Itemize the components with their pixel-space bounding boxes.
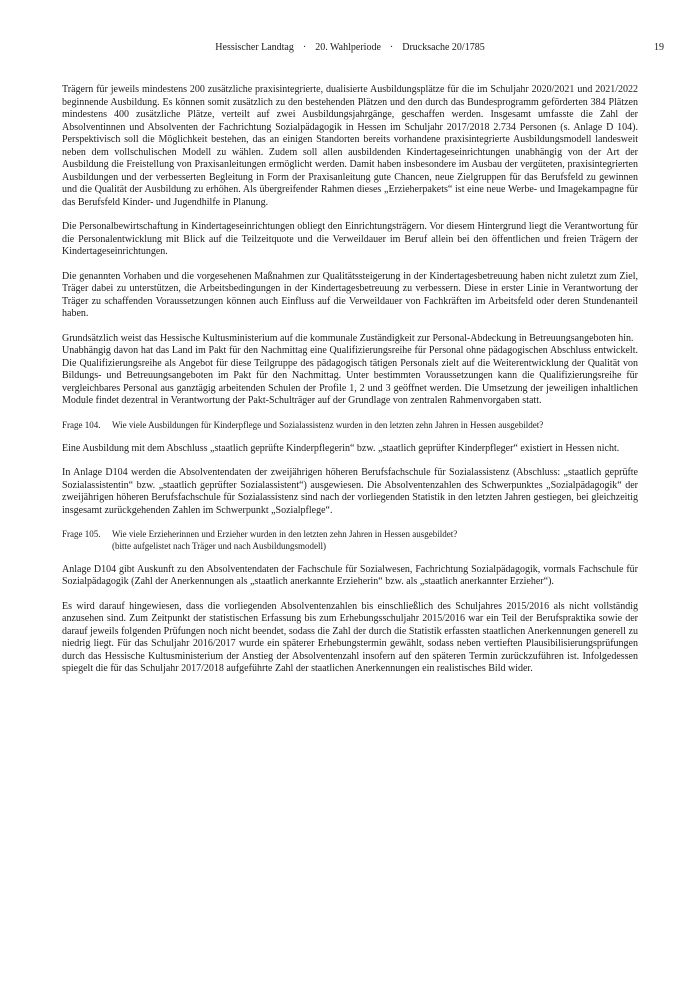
paragraph-qualitaetssteigerung: Die genannten Vorhaben und die vorgesehenen Maßnahmen zur Qualitätssteigerung in der Kindertagesbetreuung haben nicht zuletzt zum Ziel, Träger dabei zu unterstützen, die Arbeitsbedingungen in der Kindertagesbetreuung zu verbessern. Diese in erster Linie in Verantwortung der Träger zu schaffenden Voraussetzungen können auch Einfluss auf die Verweildauer von Fachkräften im Arbeitsfeld oder deren Stundenanteil haben.: [62, 270, 638, 319]
header-legislative-period: 20. Wahlperiode: [315, 42, 381, 53]
answer-104-sozialassistenz: In Anlage D104 werden die Absolventendaten der zweijährigen höheren Berufsfachschule für Sozialassistenz (Abschluss: „staatlich geprüfte Sozialassistentin“ bzw. „staatlich geprüfter Sozialassistent“) ausgewiesen. Die Absolventenzahlen des Schwerpunktes „Sozialpädagogik“ der zweijährigen höheren Berufsfachschule für Sozialassistenz sind nach der vorliegenden Statistik in den letzten Jahren gestiegen, bei gleichzeitig insgesamt zurückgehenden Zahlen im Schwerpunkt „Sozialpflege“.: [62, 467, 638, 516]
page-header: [62, 42, 638, 54]
paragraph-qualifizierungsreihe: Unabhängig davon hat das Land im Pakt für den Nachmittag eine Qualifizierungsreihe für Personal ohne pädagogischen Abschluss entwickelt. Die Qualifizierungsreihe als Angebot für diese Teilgruppe des pädagogisch tätigen Personals zielt auf die Weiterentwicklung der Qualität von Bildungs- und Betreuungsangeboten im Pakt für den Nachmittag. Unter bestimmten Voraussetzungen kann die Qualifizierungsreihe für vergleichbares Personal aus ganztägig arbeitenden Schulen der Profile 1, 2 und 3 geöffnet werden. Die Umsetzung der jeweiligen inhaltlichen Module findet dezentral in Verantwortung der Pakt-Schulträger auf der Grundlage von zentralen Rahmenvorgaben statt.: [62, 345, 638, 406]
paragraph-personalbewirtschaftung: Die Personalbewirtschaftung in Kindertageseinrichtungen obliegt den Einrichtungsträgern. Vor diesem Hintergrund liegt die Verantwortung für die Personalentwicklung mit Blick auf die Teilzeitquote und die Verweildauer im Beruf allein bei den öffentlichen und freien Trägern der Kindertageseinrichtungen.: [62, 221, 638, 257]
header-document-number: Drucksache 20/1785: [402, 42, 485, 53]
question-104: [62, 420, 638, 431]
question-104-label: Frage 104.: [62, 419, 101, 430]
header-separator: ·: [389, 42, 394, 53]
question-104-text: Wie viele Ausbildungen für Kinderpflege und Sozialassistenz wurden in den letzten zehn Jahren in Hessen ausgebildet?: [112, 419, 544, 430]
answer-105-anlage: Anlage D104 gibt Auskunft zu den Absolventendaten der Fachschule für Sozialwesen, Fachrichtung Sozialpädagogik, vormals Fachschule für Sozialpädagogik (Zahl der Anerkennungen als „staatlich anerkannte Erzieherin“ bzw. als „staatlich anerkannter Erzieher“).: [62, 563, 638, 588]
answer-104-kinderpflege: Eine Ausbildung mit dem Abschluss „staatlich geprüfte Kinderpflegerin“ bzw. „staatlich geprüfter Kinderpfleger“ existiert in Hessen nicht.: [62, 442, 620, 454]
question-105-label: Frage 105.: [62, 529, 101, 540]
question-105-note: (bitte aufgelistet nach Träger und nach Ausbildungsmodell): [112, 540, 326, 551]
question-105-text: Wie viele Erzieherinnen und Erzieher wurden in den letzten zehn Jahren in Hessen ausgebildet?: [112, 529, 458, 540]
document-content: [62, 84, 638, 676]
answer-105-hinweis: Es wird darauf hingewiesen, dass die vorliegenden Absolventenzahlen bis einschließlich des Schuljahres 2015/2016 als nicht vollständig anzusehen sind. Zum Zeitpunkt der statistischen Erfassung bis zum Erhebungsschuljahr 2015/2016 war ein Teil der Berufspraktika sowie der darauf jeweils folgenden Prüfungen noch nicht beendet, sodass die Zahl der durch die Statistik erfassten staatlichen Anerkennungen generell zu niedrig liegt. Für das Schuljahr 2016/2017 wurde ein späterer Erhebungstermin gewählt, sodass neben vertieften Plausibilisierungsprüfungen durch das Hessische Kultusministerium der Anstieg der Absolventenzahl insofern auf den späteren Termin zurückzuführen ist. Infolgedessen spiegelt die für das Schuljahr 2017/2018 aufgeführte Zahl der staatlichen Anerkennungen ein realistisches Bild wider.: [62, 600, 638, 675]
header-separator: ·: [302, 42, 307, 53]
page-number: 19: [654, 42, 664, 53]
header-institution: Hessischer Landtag: [215, 42, 294, 53]
paragraph-ausbildungsplaetze: Trägern für jeweils mindestens 200 zusätzliche praxisintegrierte, dualisierte Ausbildungsplätze für die im Schuljahr 2020/2021 und 2021/2022 beginnende Ausbildung. Es können somit zusätzlich zu den bestehenden Plätzen und den durch das Bundesprogramm geförderten 384 Plätzen mindestens 400 zusätzliche Plätze, verteilt auf zwei Ausbildungsjahrgänge, geschaffen werden. Insgesamt umfasste die Zahl der Absolventinnen und Absolventen der Fachrichtung Sozialpädagogik in Hessen im Schuljahr 2017/2018 2.734 Personen (s. Anlage D 104). Perspektivisch soll die Möglichkeit bestehen, das an einigen Standorten bereits vorhandene praxisintegrierte Ausbildungsmodell landesweit neben dem vollschulischen Modell zu wählen. Zudem soll allen ausbildenden Kindertageseinrichtungen unabhängig von der Art der Ausbildung die Freistellung von Praxisanleitungen ermöglicht werden. Damit haben insbesondere im Ausbau der vergüteten, praxisintegrierten Ausbildungen und der verbesserten Begleitung in Form der Praxisanleitung gute Chancen, neue Zielgruppen für das Berufsfeld zu gewinnen und die Qualität der Ausbildung zu erhöhen. Als übergreifender Rahmen dieses „Erzieherpakets“ ist eine neue Werbe- und Imagekampagne für das Berufsfeld Kinder- und Jugendhilfe in Planung.: [62, 84, 638, 208]
question-105: [62, 529, 638, 552]
paragraph-kultusministerium: Grundsätzlich weist das Hessische Kultusministerium auf die kommunale Zuständigkeit zur Personal-Abdeckung in Betreuungsangeboten hin.: [62, 332, 634, 344]
